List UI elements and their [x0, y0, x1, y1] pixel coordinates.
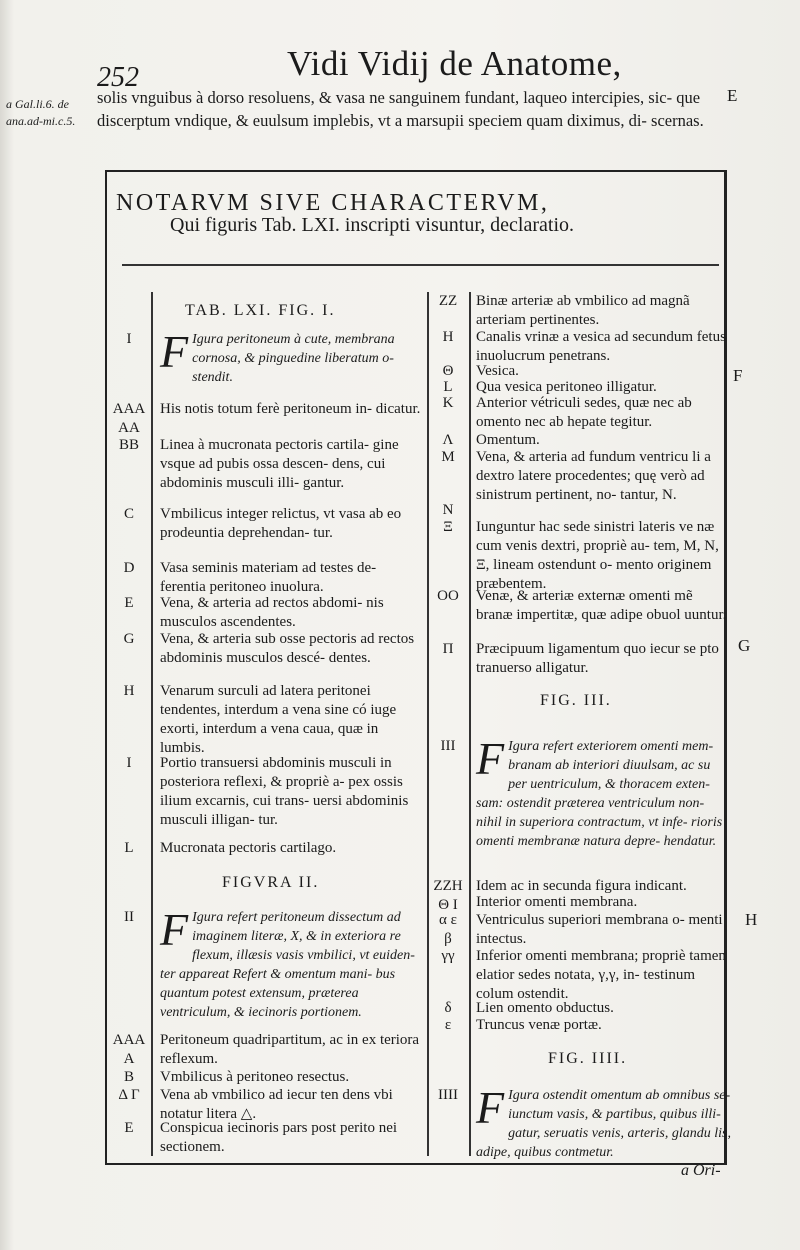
fig2-caption: FIGVRA II.	[222, 874, 320, 891]
fig1-entry-label: BB	[118, 437, 139, 453]
right-fig1-entry-label: L	[443, 379, 453, 395]
drop-cap: F	[160, 904, 189, 955]
fig1-entry-text	[160, 436, 422, 493]
fig1-entry-text	[160, 630, 422, 668]
title-rule	[122, 264, 719, 266]
fig1-entry-body: Vasa seminis materiam ad testes de- ferentia peritoneo inuolura.	[160, 560, 377, 595]
fig1-entry-body: His notis totum ferè peritoneum in- dicatur.	[160, 401, 421, 417]
right-fig1-entry-label: N	[442, 502, 454, 518]
fig2-entry-body: Conspicua iecinoris pars post perito nei sectionem.	[160, 1120, 398, 1155]
fig1-entry-text	[160, 559, 422, 597]
edge-letter-e: E	[727, 86, 738, 105]
fig2-entry-label: B	[123, 1069, 134, 1085]
fig1-entry-label: G	[123, 631, 135, 647]
box-subtitle: Qui figuris Tab. LXI. inscripti visuntur, declaratio.	[170, 214, 575, 236]
fig2-entry-text	[160, 904, 422, 1022]
fig2-entry-body: Vmbilicus à peritoneo resectus.	[160, 1069, 350, 1085]
fig2-entry-label: Δ Γ	[118, 1087, 140, 1103]
right-fig1-entry-text	[476, 394, 732, 432]
fig3-entry-label: III	[440, 738, 456, 754]
drop-cap: F	[476, 733, 505, 784]
right-fig1-entry-body: Omentum.	[476, 432, 540, 448]
fig1-entry-text	[160, 682, 422, 758]
fig2-entry-body: Vena ab vmbilico ad iecur ten dens vbi notatur litera △.	[160, 1087, 393, 1122]
right-label-divider	[469, 292, 471, 1156]
running-head: Vidi Vidij de Anatome,	[287, 44, 622, 83]
right-fig1-entry-label: Θ	[442, 363, 454, 379]
fig1-entry-label: D	[123, 560, 135, 576]
right-fig1-entry-label: Π	[442, 641, 454, 657]
fig3-entry-body: Ventriculus superiori membrana o- menti intectus.	[476, 912, 723, 947]
fig1-entry-text	[160, 839, 422, 858]
right-fig1-entry-text	[476, 640, 732, 678]
edge-letter-g: G	[738, 636, 751, 655]
fig1-entry-text	[160, 754, 422, 830]
catchword: a Ori-	[681, 1162, 721, 1179]
fig3-caption: FIG. III.	[540, 692, 612, 709]
fig1-entry-label: I	[126, 755, 132, 771]
fig3-entry-text	[476, 893, 732, 912]
fig1-entry-body: Vena, & arteria ad rectos abdomi- nis musculos ascendentes.	[160, 595, 384, 630]
fig3-entry-label: δ	[444, 1000, 452, 1016]
fig3-entry-label: γγ	[441, 948, 455, 964]
right-fig1-entry-label: H	[442, 329, 454, 345]
right-fig1-entry-label: Λ	[442, 432, 454, 448]
fig4-entry-body: Igura ostendit omentum ab omnibus se- iunctum vasis, & partibus, quibus illi- gatur, seruatis venis, arteris, glandu lis, adipe, quibus contmetur.	[476, 1088, 731, 1160]
fig4-caption: FIG. IIII.	[548, 1050, 628, 1067]
fig1-caption: TAB. LXI. FIG. I.	[185, 302, 336, 319]
right-fig1-entry-body: Canalis vrinæ a vesica ad secundum fetus inuolucrum penetrans.	[476, 329, 726, 364]
drop-cap: F	[160, 326, 189, 377]
fig3-entry-body: Interior omenti membrana.	[476, 894, 638, 910]
intro-text: solis vnguibus à dorso resoluens, & vasa ne sanguinem fundant, laqueo intercipies, sic- que discerptum vndique, & euulsum implebis, vt a marsupii speciem quam diximus, di- scernas.	[97, 88, 704, 130]
fig2-entry-text	[160, 1068, 422, 1087]
right-fig1-entry-label: ZZ	[438, 293, 458, 309]
fig3-entry-body: Idem ac in secunda figura indicant.	[476, 878, 687, 894]
fig1-entry-body: Venarum surculi ad latera peritonei tendentes, interdum a vena sine có iuge exorti, interdum a vena caua, quæ in lumbis.	[160, 683, 397, 756]
fig2-entry-label: E	[124, 1120, 134, 1136]
fig1-entry-body: Vena, & arteria sub osse pectoris ad rectos abdominis musculos descé- dentes.	[160, 631, 415, 666]
fig2-entry-text	[160, 1119, 422, 1157]
fig1-entry-body: Portio transuersi abdominis musculi in posteriora reflexi, & propriè a- pex ossis ilium excarnis, cui trans- uersi abdominis musculi illigan- tur.	[160, 755, 409, 828]
fig1-entry-text	[160, 400, 422, 419]
right-fig1-entry-body: Anterior vétriculi sedes, quæ nec ab omento nec ab hepate tegitur.	[476, 395, 692, 430]
fig1-entry-body: Igura peritoneum à cute, membrana cornosa, & pinguedine liberatum o- stendit.	[192, 332, 395, 385]
right-fig1-entry-body: Binæ arteriæ ab vmbilico ad magnã arteriam pertinentes.	[476, 293, 690, 328]
fig2-entry-body: Igura refert peritoneum dissectum ad imaginem literæ, X, & in exteriora re flexum, illæsis vasis vmbilici, vt euiden- ter appareat Refert & omentum mani- bus quantum potest extensum, præterea ventriculum, & iecinoris portionem.	[160, 910, 415, 1020]
fig1-entry-label: I	[126, 331, 132, 347]
fig2-entry-body: Peritoneum quadripartitum, ac in ex teriora reflexum.	[160, 1032, 420, 1067]
fig1-entry-label: C	[123, 506, 134, 522]
right-fig1-entry-body: Iunguntur hac sede sinistri lateris ve næ cum venis dextri, propriè au- tem, M, N, Ξ, lineam ostendunt o- mento originem præbentem.	[476, 519, 719, 592]
fig1-entry-text	[160, 326, 422, 387]
page-number: 252	[97, 62, 139, 93]
fig2-entry-label: II	[124, 909, 134, 925]
right-fig1-entry-body: Venæ, & arteriæ externæ omenti mẽ branæ impertitæ, quæ adipe obuol uuntur.	[476, 588, 727, 623]
edge-letter-f: F	[733, 366, 743, 385]
drop-cap: F	[476, 1082, 505, 1133]
right-fig1-entry-text	[476, 518, 732, 594]
right-fig1-entry-text	[476, 292, 732, 330]
fig2-entry-text	[160, 1031, 422, 1069]
right-fig1-entry-body: Præcipuum ligamentum quo iecur se pto tranuerso alligatur.	[476, 641, 719, 676]
right-fig1-entry-text	[476, 448, 732, 505]
right-fig1-entry-body: Vesica.	[476, 363, 519, 379]
right-fig1-entry-body: Qua vesica peritoneo illigatur.	[476, 379, 657, 395]
fig3-entry-text	[476, 1016, 732, 1035]
right-fig1-entry-label: OO	[437, 588, 459, 604]
box-title: NOTARVM SIVE CHARACTERVM,	[116, 190, 550, 216]
right-fig1-entry-text	[476, 587, 732, 625]
fig3-entry-body: Lien omento obductus.	[476, 1000, 614, 1016]
fig3-entry-label: ε	[444, 1017, 452, 1033]
right-fig1-entry-label: M	[441, 449, 455, 465]
fig1-entry-label: H	[123, 683, 135, 699]
fig3-entry-body: Inferior omenti membrana; propriè tamen elatior sedes notata, γ,γ, in- testinum colum ostendit.	[476, 948, 726, 1002]
right-fig1-entry-label: Ξ	[443, 519, 453, 535]
fig3-entry-label: α ε β	[439, 912, 457, 947]
fig3-entry-text	[476, 947, 732, 1004]
left-label-divider	[151, 292, 153, 1156]
right-fig1-entry-label: K	[442, 395, 454, 411]
fig4-entry-label: IIII	[438, 1087, 458, 1103]
fig1-entry-text	[160, 505, 422, 543]
fig1-entry-text	[160, 594, 422, 632]
fig3-entry-text	[476, 911, 732, 949]
right-fig1-entry-text	[476, 328, 732, 366]
margin-note: a Gal.li.6. de ana.ad-mi.c.5.	[6, 97, 76, 128]
fig1-entry-label: AAA AA	[112, 401, 146, 436]
fig1-entry-body: Mucronata pectoris cartilago.	[160, 840, 337, 856]
fig2-entry-label: AAA A	[112, 1032, 146, 1067]
fig4-entry-text	[476, 1082, 732, 1162]
fig1-entry-label: E	[124, 595, 134, 611]
fig1-entry-body: Vmbilicus integer relictus, vt vasa ab eo prodeuntia deprehendan- tur.	[160, 506, 402, 541]
right-fig1-entry-body: Vena, & arteria ad fundum ventricu li a dextro latere procedentes; quę verò ad sinistrum pertinent, no- tantur, N.	[476, 449, 711, 503]
fig3-entry-label: ZZH Θ I	[433, 878, 463, 913]
fig3-entry-body: Igura refert exteriorem omenti mem- branam ab interiori diuulsam, ac su per uentriculum, & thoracem exten- sam: ostendit præterea ventriculum non- nihil in superiora contractum, vt infe- rioris omenti membranæ natura depre- hendatur.	[476, 739, 723, 849]
edge-letter-h: H	[745, 910, 758, 929]
fig1-entry-body: Linea à mucronata pectoris cartila- gine vsque ad pubis ossa descen- dens, cui abdominis musculi illi- gantur.	[160, 437, 399, 491]
fig3-entry-text	[476, 733, 732, 851]
fig3-entry-body: Truncus venæ portæ.	[476, 1017, 602, 1033]
fig1-entry-label: L	[124, 840, 134, 856]
